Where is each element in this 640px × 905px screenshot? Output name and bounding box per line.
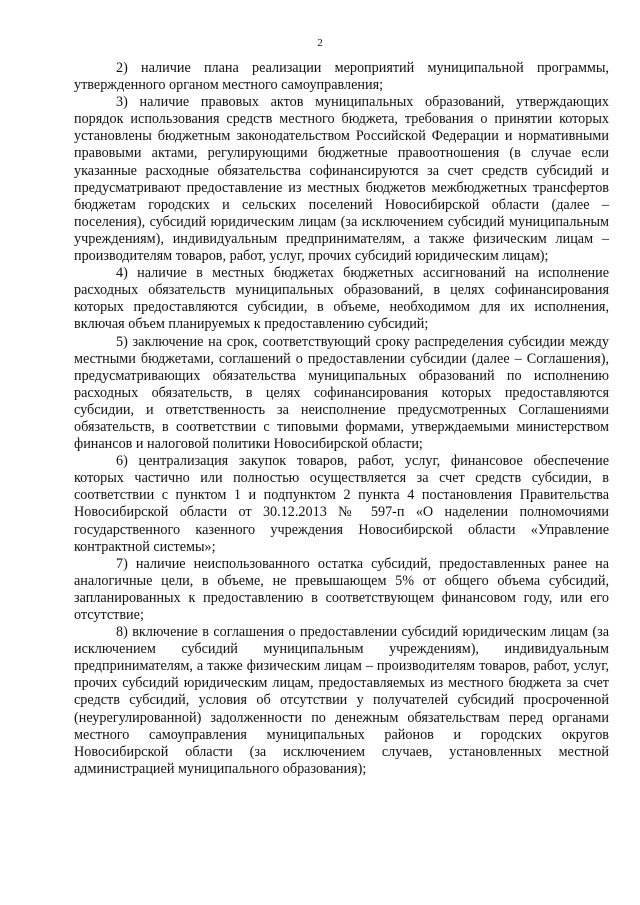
paragraph-item-2: 2) наличие плана реализации мероприятий муниципальной программы, утвержденного органом местного самоуправления;: [74, 60, 609, 94]
paragraph-item-3: 3) наличие правовых актов муниципальных образований, утверждающих порядок использования средств местного бюджета, требования о принятии которых установлены бюджетным законодательством Российской Федерации и нормативными правовыми актами, регулирующими бюджетные правоотношения (в случае если указанные расходные обязательства софинансируются за счет средств субсидий и предусматривают предоставление из местных бюджетов межбюджетных трансфертов бюджетам городских и сельских поселений Новосибирской области (далее – поселения), субсидий юридическим лицам (за исключением субсидий муниципальным учреждениям), индивидуальным предпринимателям, а также физическим лицам – производителям товаров, работ, услуг, прочих субсидий юридическим лицам);: [74, 94, 609, 265]
paragraph-item-6: 6) централизация закупок товаров, работ, услуг, финансовое обеспечение которых частично или полностью осуществляется за счет средств субсидии, в соответствии с пунктом 1 и подпунктом 2 пункта 4 постановления Правительства Новосибирской области от 30.12.2013 № 597-п «О наделении полномочиями государственного казенного учреждения Новосибирской области «Управление контрактной системы»;: [74, 453, 609, 555]
page-number: 2: [317, 37, 323, 49]
paragraph-item-4: 4) наличие в местных бюджетах бюджетных ассигнований на исполнение расходных обязательств муниципальных образований, в целях софинансирования которых предоставляются субсидии, в объеме, необходимом для их исполнения, включая объем планируемых к предоставлению субсидий;: [74, 265, 609, 333]
paragraph-item-5: 5) заключение на срок, соответствующий сроку распределения субсидии между местными бюджетами, соглашений о предоставлении субсидии (далее – Соглашения), предусматривающих обязательства муниципальных образований по исполнению расходных обязательств, в целях софинансирования которых предоставляются субсидии, и ответственность за неисполнение предусмотренных Соглашениями обязательств, в соответствии с типовыми формами, утверждаемыми министерством финансов и налоговой политики Новосибирской области;: [74, 333, 609, 453]
document-body: [74, 60, 609, 778]
paragraph-item-8: 8) включение в соглашения о предоставлении субсидий юридическим лицам (за исключением субсидий муниципальным учреждениям), индивидуальным предпринимателям, а также физическим лицам – производителям товаров, работ, услуг, прочих субсидий юридическим лицам, предоставляемых из местного бюджета за счет средств субсидий, условия об отсутствии у получателей субсидий просроченной (неурегулированной) задолженности по денежным обязательствам перед органами местного самоуправления муниципальных районов и городских округов Новосибирской области (за исключением случаев, установленных местной администрацией муниципального образования);: [74, 624, 609, 777]
paragraph-item-7: 7) наличие неиспользованного остатка субсидий, предоставленных ранее на аналогичные цели, в объеме, не превышающем 5% от общего объема субсидий, запланированных к предоставлению в соответствующем финансовом году, или его отсутствие;: [74, 555, 609, 623]
